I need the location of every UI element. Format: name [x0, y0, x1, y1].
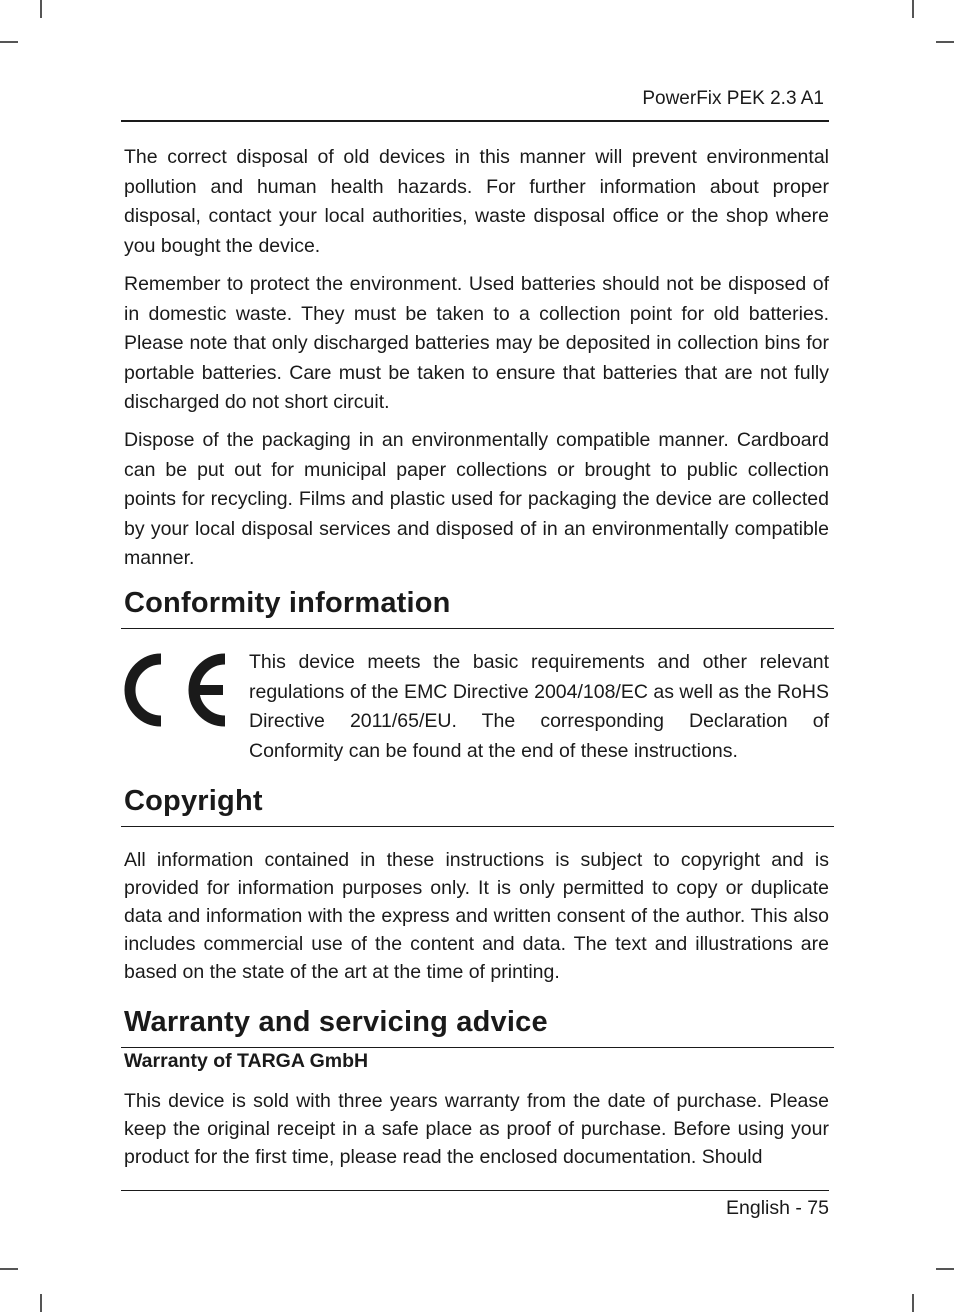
- ce-logo: [123, 653, 229, 727]
- footer-rule: [121, 1190, 829, 1191]
- copyright-rule: [121, 826, 834, 827]
- crop-mark-bottom-left-horizontal: [0, 1268, 18, 1270]
- paragraph-packaging: Dispose of the packaging in an environmentally compatible manner. Cardboard can be put out for municipal paper collections or brought to public collection points for recycling. Films and plastic used for packaging the device are collected by your local disposal services and disposed of in an environmentally compatible manner.: [124, 429, 829, 569]
- warranty-heading: Warranty and servicing advice: [124, 1006, 548, 1038]
- crop-mark-top-right-horizontal: [936, 41, 954, 43]
- page-number: English - 75: [726, 1197, 829, 1219]
- header-rule: [121, 120, 829, 122]
- crop-mark-top-left-horizontal: [0, 41, 18, 43]
- crop-mark-top-left-vertical: [40, 0, 42, 18]
- conformity-rule: [121, 628, 834, 629]
- warranty-subheading: Warranty of TARGA GmbH: [124, 1050, 369, 1072]
- paragraph-batteries: Remember to protect the environment. Used batteries should not be disposed of in domestic waste. They must be taken to a collection point for old batteries. Please note that only discharged batteries may be deposited in collection bins for portable batteries. Care must be taken to ensure that batteries that are not fully discharged do not short circuit.: [124, 273, 829, 413]
- crop-mark-top-right-vertical: [912, 0, 914, 18]
- running-header: PowerFix PEK 2.3 A1: [642, 88, 824, 109]
- copyright-heading: Copyright: [124, 785, 263, 817]
- conformity-text: This device meets the basic requirements and other relevant regulations of the EMC Directive 2004/108/EC as well as the RoHS Directive 2011/65/EU. The corresponding Declaration of Conformity can be found at the end of these instructions.: [249, 651, 829, 762]
- conformity-heading: Conformity information: [124, 587, 451, 619]
- crop-mark-bottom-right-horizontal: [936, 1268, 954, 1270]
- warranty-text: This device is sold with three years warranty from the date of purchase. Please keep the original receipt in a safe place as proof of purchase. Before using your product for the first time, please read the enclosed documentation. Should: [124, 1090, 829, 1168]
- crop-mark-bottom-left-vertical: [40, 1294, 42, 1312]
- copyright-text: All information contained in these instructions is subject to copyright and is provided for information purposes only. It is only permitted to copy or duplicate data and information with the express and written consent of the author. This also includes commercial use of the content and data. The text and illustrations are based on the state of the art at the time of printing.: [124, 849, 829, 983]
- paragraph-disposal: The correct disposal of old devices in this manner will prevent environmental pollution and human health hazards. For further information about proper disposal, contact your local authorities, waste disposal office or the shop where you bought the device.: [124, 146, 829, 257]
- crop-mark-bottom-right-vertical: [912, 1294, 914, 1312]
- warranty-rule: [121, 1047, 834, 1048]
